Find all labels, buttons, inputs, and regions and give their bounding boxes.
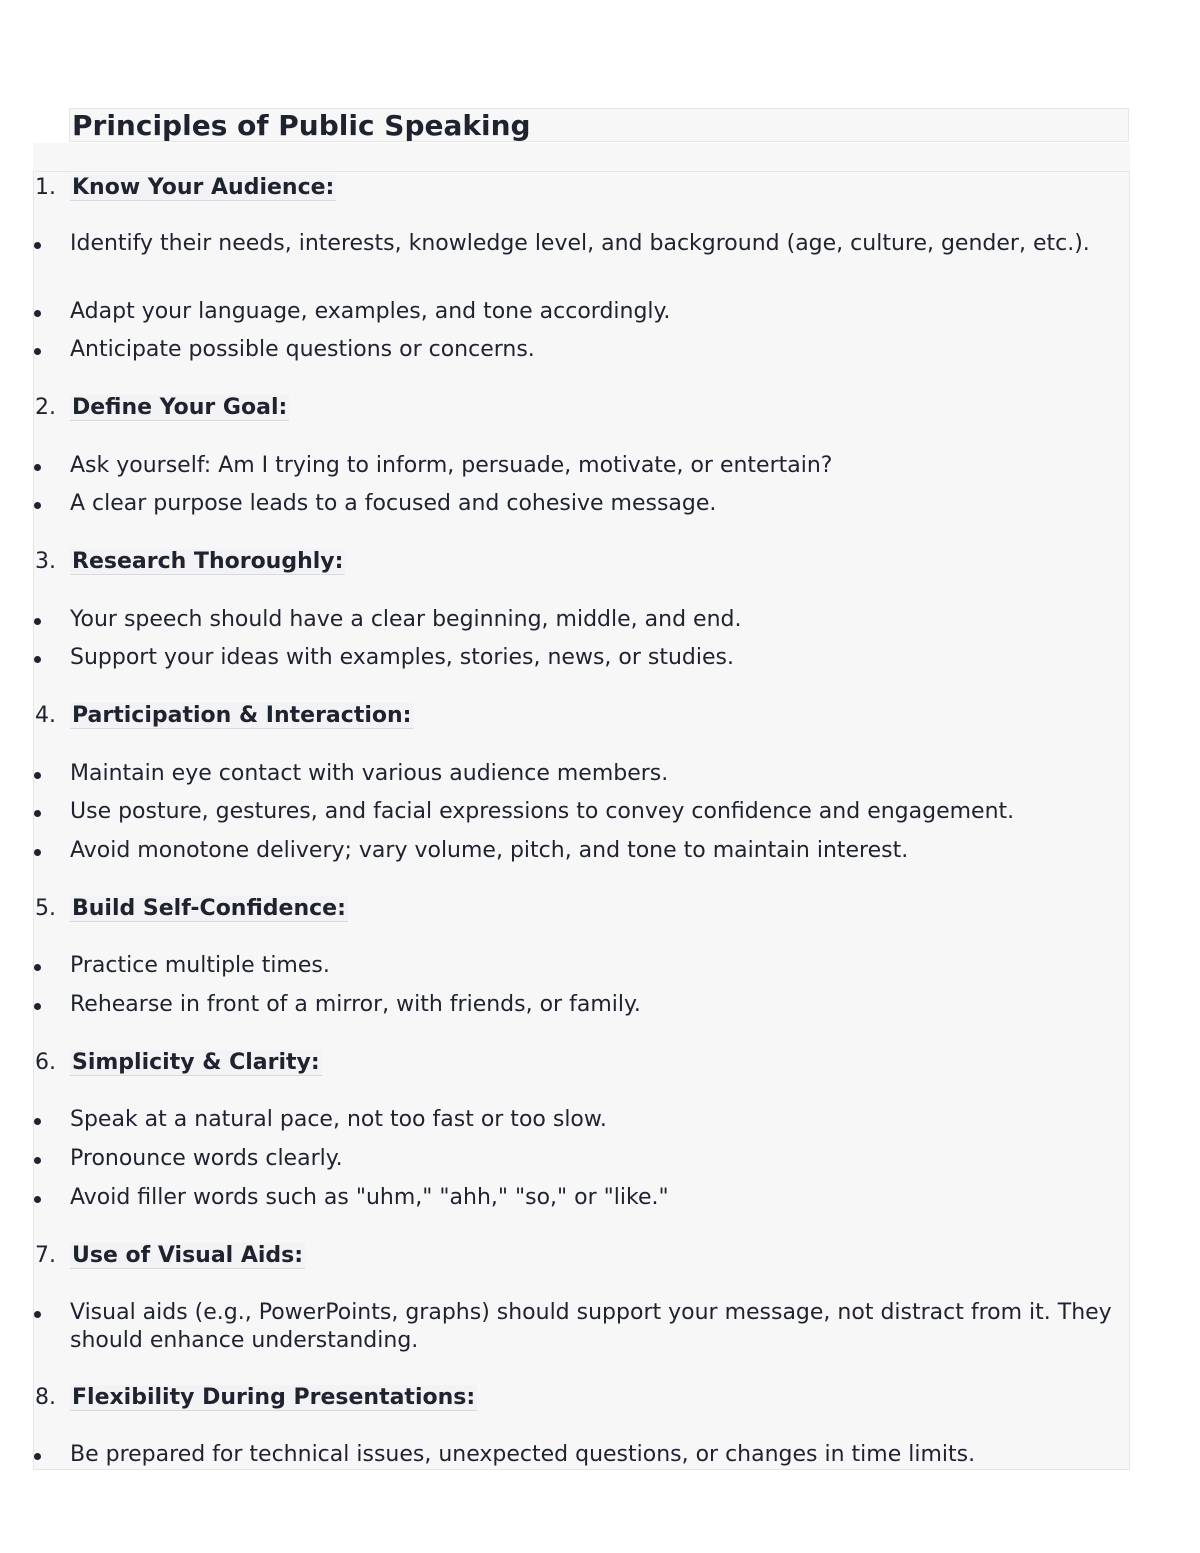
bullet-icon	[34, 618, 41, 625]
list-item-text: Avoid filler words such as "uhm," "ahh," "so," or "like."	[70, 1185, 669, 1210]
list-item-text: Avoid monotone delivery; vary volume, pitch, and tone to maintain interest.	[70, 838, 909, 863]
list-item-text: Your speech should have a clear beginning, middle, and end.	[70, 607, 742, 632]
section-title: Research Thoroughly:	[72, 549, 344, 574]
section-number: 3.	[35, 549, 56, 574]
list-item-text: Identify their needs, interests, knowledge level, and background (age, culture, gender, etc.).	[70, 231, 1090, 256]
list-item-text: Visual aids (e.g., PowerPoints, graphs) should support your message, not distract from it. They should enhance understanding.	[70, 1300, 1112, 1353]
section-heading-4	[35, 701, 413, 731]
section-number: 7.	[35, 1243, 56, 1268]
bullet-icon	[34, 964, 41, 971]
list-item-text: Rehearse in front of a mirror, with friends, or family.	[70, 992, 641, 1017]
list-item-text: A clear purpose leads to a focused and cohesive message.	[70, 491, 717, 516]
bullet-icon	[34, 1196, 41, 1203]
section-heading-5	[35, 894, 348, 924]
list-item-text: Adapt your language, examples, and tone accordingly.	[70, 299, 671, 324]
bullet-icon	[34, 1157, 41, 1164]
section-title: Define Your Goal:	[72, 395, 288, 420]
section-title: Use of Visual Aids:	[72, 1243, 304, 1268]
section-heading-3	[35, 547, 345, 577]
section-title: Simplicity & Clarity:	[72, 1050, 320, 1075]
bullet-icon	[34, 849, 41, 856]
bullet-icon	[34, 1311, 41, 1318]
section-heading-8	[35, 1383, 477, 1413]
bullet-icon	[34, 464, 41, 471]
section-number: 4.	[35, 703, 56, 728]
list-item-text: Speak at a natural pace, not too fast or too slow.	[70, 1107, 607, 1132]
section-heading-1	[35, 173, 336, 203]
bullet-icon	[34, 772, 41, 779]
list-item-text: Be prepared for technical issues, unexpected questions, or changes in time limits.	[70, 1442, 976, 1467]
list-item-text: Anticipate possible questions or concerns.	[70, 337, 535, 362]
section-heading-6	[35, 1048, 322, 1078]
bullet-icon	[34, 810, 41, 817]
bullet-icon	[34, 502, 41, 509]
title-spacer	[33, 143, 1130, 171]
bullet-icon	[34, 1453, 41, 1460]
section-number: 5.	[35, 896, 56, 921]
section-title: Flexibility During Presentations:	[72, 1385, 476, 1410]
bullet-icon	[34, 242, 41, 249]
section-number: 2.	[35, 395, 56, 420]
bullet-icon	[34, 348, 41, 355]
list-item-text: Practice multiple times.	[70, 953, 330, 978]
bullet-icon	[34, 656, 41, 663]
section-title: Know Your Audience:	[72, 175, 335, 200]
bullet-icon	[34, 1118, 41, 1125]
list-item-text: Maintain eye contact with various audience members.	[70, 761, 669, 786]
list-item-text: Use posture, gestures, and facial expressions to convey confidence and engagement.	[70, 799, 1015, 824]
section-title: Participation & Interaction:	[72, 703, 412, 728]
section-number: 1.	[35, 175, 56, 200]
page-title: Principles of Public Speaking	[69, 108, 1129, 142]
section-number: 8.	[35, 1385, 56, 1410]
bullet-icon	[34, 310, 41, 317]
section-heading-2	[35, 393, 289, 423]
list-item-text: Ask yourself: Am I trying to inform, persuade, motivate, or entertain?	[70, 453, 833, 478]
section-number: 6.	[35, 1050, 56, 1075]
section-title: Build Self-Confidence:	[72, 896, 346, 921]
list-item-text: Pronounce words clearly.	[70, 1146, 343, 1171]
bullet-icon	[34, 1003, 41, 1010]
list-item-text: Support your ideas with examples, stories, news, or studies.	[70, 645, 734, 670]
section-heading-7	[35, 1241, 305, 1271]
